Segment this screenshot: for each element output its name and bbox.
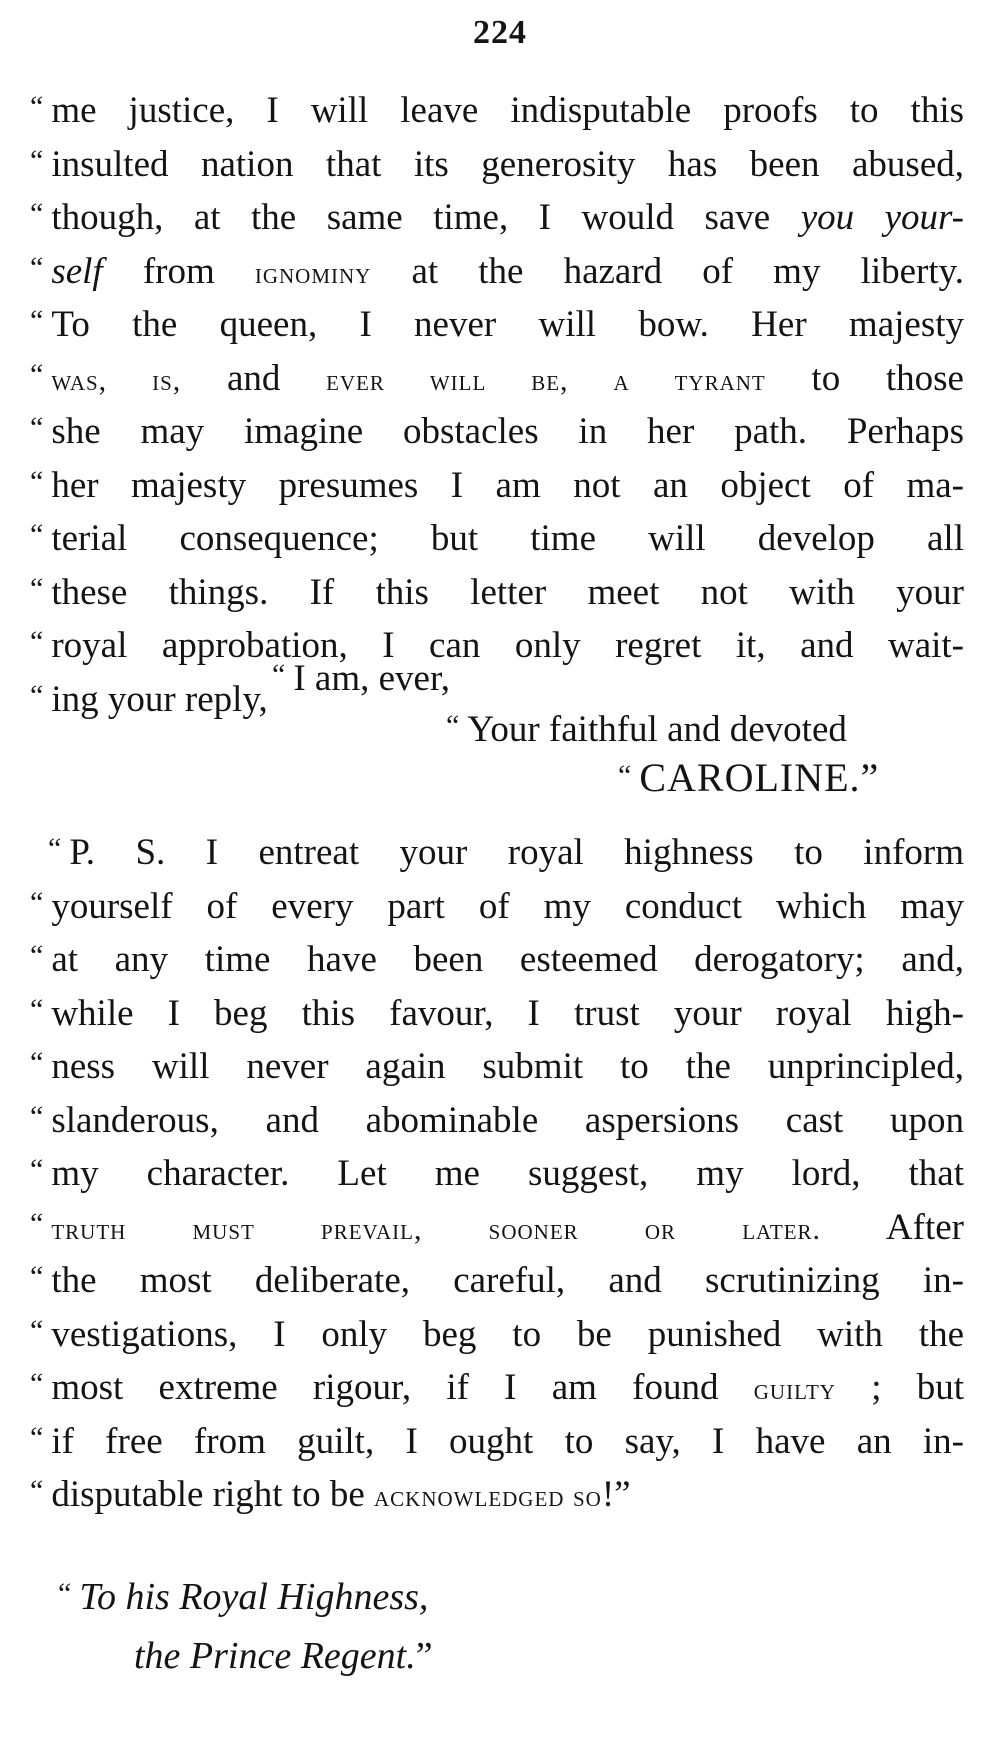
closing-text: I am, ever,: [293, 658, 451, 699]
letter-body: [30, 80, 964, 722]
quote-mark: “: [30, 1474, 44, 1507]
quote-mark: “: [30, 464, 44, 498]
postscript-text: After: [821, 1206, 964, 1248]
quote-mark: “: [30, 518, 44, 551]
postscript-text: P. S. I entreat your royal highness to inform: [69, 832, 964, 873]
postscript-text: acknowledged so: [374, 1480, 602, 1513]
quote-mark: “: [30, 939, 44, 972]
postscript-text: most extreme rigour, if I am found: [51, 1367, 754, 1408]
letter-body-text: ing your reply,: [51, 678, 268, 720]
signature-line: [618, 750, 879, 806]
letter-body-text: was, is,: [51, 363, 182, 397]
postscript-line: [30, 929, 964, 983]
letter-body-text: terial consequence; but time will develop all: [51, 518, 964, 559]
letter-body-text: To the queen, I never will bow. Her majesty: [51, 304, 964, 345]
postscript-text: slanderous, and abominable aspersions cast upon: [51, 1099, 964, 1141]
postscript-line: [30, 1197, 964, 1251]
postscript-line: [30, 983, 964, 1037]
quote-mark: “: [30, 1420, 44, 1454]
letter-body-text: from: [102, 250, 255, 292]
signature: CAROLINE.: [639, 755, 861, 800]
quote-mark: “: [446, 709, 460, 742]
postscript-text: ; but: [835, 1367, 965, 1408]
letter-body-line: [30, 80, 964, 134]
quote-mark: “: [30, 992, 44, 1026]
postscript-text: ness will never again submit to the unprincipled,: [51, 1046, 964, 1087]
closing-text-2: Your faithful and devoted: [467, 709, 847, 750]
address-text-1: To his Royal Highness,: [79, 1576, 429, 1618]
quote-mark: “: [272, 658, 286, 691]
quote-mark: “: [30, 90, 44, 123]
quote-mark: “: [48, 832, 62, 865]
quote-mark: “: [30, 143, 44, 177]
quote-mark: “: [618, 759, 632, 792]
letter-body-text: me justice, I will leave indisputable proofs to this: [51, 90, 964, 131]
letter-body-line: [30, 615, 964, 669]
quote-mark: “: [30, 1206, 44, 1240]
postscript-line: [30, 1090, 964, 1144]
postscript-line: [30, 1036, 964, 1090]
closing-quote: ”: [860, 755, 880, 800]
quote-mark: “: [30, 1367, 44, 1400]
quote-mark: “: [30, 357, 44, 391]
postscript-text: at any time have been esteemed derogatory; and,: [51, 939, 964, 980]
postscript-text: guilty: [753, 1373, 836, 1406]
postscript-line: [30, 1143, 964, 1197]
quote-mark: “: [30, 571, 44, 605]
letter-body-text: you your-: [800, 197, 964, 238]
letter-body-text: self: [51, 250, 103, 292]
letter-body-line: [30, 401, 964, 455]
letter-body-line: [30, 508, 964, 562]
letter-body-text: at the hazard of my liberty.: [371, 250, 964, 292]
quote-mark: “: [30, 250, 44, 284]
letter-body-text: her majesty presumes I am not an object of ma-: [51, 464, 964, 506]
quote-mark: “: [30, 1153, 44, 1186]
postscript: [30, 822, 964, 1518]
quote-mark: “: [30, 678, 44, 712]
address-line-2: [134, 1628, 433, 1684]
quote-mark: “: [58, 1577, 72, 1610]
letter-body-text: to those: [765, 357, 964, 399]
postscript-text: the most deliberate, careful, and scrutinizing in-: [51, 1260, 964, 1301]
postscript-text: if free from guilt, I ought to say, I have an in-: [51, 1420, 964, 1462]
quote-mark: “: [30, 304, 44, 337]
quote-mark: “: [30, 1046, 44, 1079]
letter-body-text: these things. If this letter meet not with your: [51, 571, 964, 613]
postscript-text: my character. Let me suggest, my lord, that: [51, 1153, 964, 1194]
letter-body-line: [30, 562, 964, 616]
postscript-text: disputable right to be: [51, 1474, 374, 1515]
address-text-2: the Prince Regent.: [134, 1635, 416, 1677]
letter-body-line: [30, 241, 964, 295]
postscript-line: [30, 876, 964, 930]
postscript-text: !”: [601, 1474, 631, 1515]
quote-mark: “: [30, 625, 44, 658]
quote-mark: “: [30, 411, 44, 444]
page-number: 224: [473, 14, 527, 51]
letter-body-text: insulted nation that its generosity has been abused,: [51, 143, 964, 185]
letter-body-line: [30, 455, 964, 509]
postscript-line: [30, 1250, 964, 1304]
closing-line-2: [446, 700, 847, 756]
postscript-line: [30, 1411, 964, 1465]
postscript-line: [30, 1304, 964, 1358]
quote-mark: “: [30, 1313, 44, 1347]
postscript-line: [30, 822, 964, 876]
postscript-text: truth must prevail, sooner or later.: [51, 1212, 822, 1246]
postscript-line: [30, 1464, 964, 1518]
postscript-text: while I beg this favour, I trust your royal high-: [51, 992, 964, 1034]
letter-body-line: [30, 348, 964, 402]
letter-body-line: [30, 294, 964, 348]
letter-body-text: though, at the same time, I would save: [51, 197, 801, 238]
letter-body-text: royal approbation, I can only regret it, and wait-: [51, 625, 964, 666]
quote-mark: “: [30, 885, 44, 919]
postscript-text: yourself of every part of my conduct which may: [51, 885, 964, 927]
quote-mark: “: [30, 1260, 44, 1293]
address-line-1: [58, 1566, 428, 1625]
letter-body-text: and: [181, 357, 327, 399]
quote-mark: “: [30, 197, 44, 230]
letter-body-line: [30, 187, 964, 241]
closing-line: [272, 649, 450, 705]
letter-body-text: ever will be, a tyrant: [326, 363, 766, 397]
letter-body-line: [30, 134, 964, 188]
closing-quote: ”: [415, 1635, 433, 1677]
letter-body-text: she may imagine obstacles in her path. Perhaps: [51, 411, 964, 452]
postscript-text: vestigations, I only beg to be punished with the: [51, 1313, 964, 1355]
postscript-line: [30, 1357, 964, 1411]
quote-mark: “: [30, 1099, 44, 1133]
letter-body-text: ignominy: [254, 256, 372, 290]
